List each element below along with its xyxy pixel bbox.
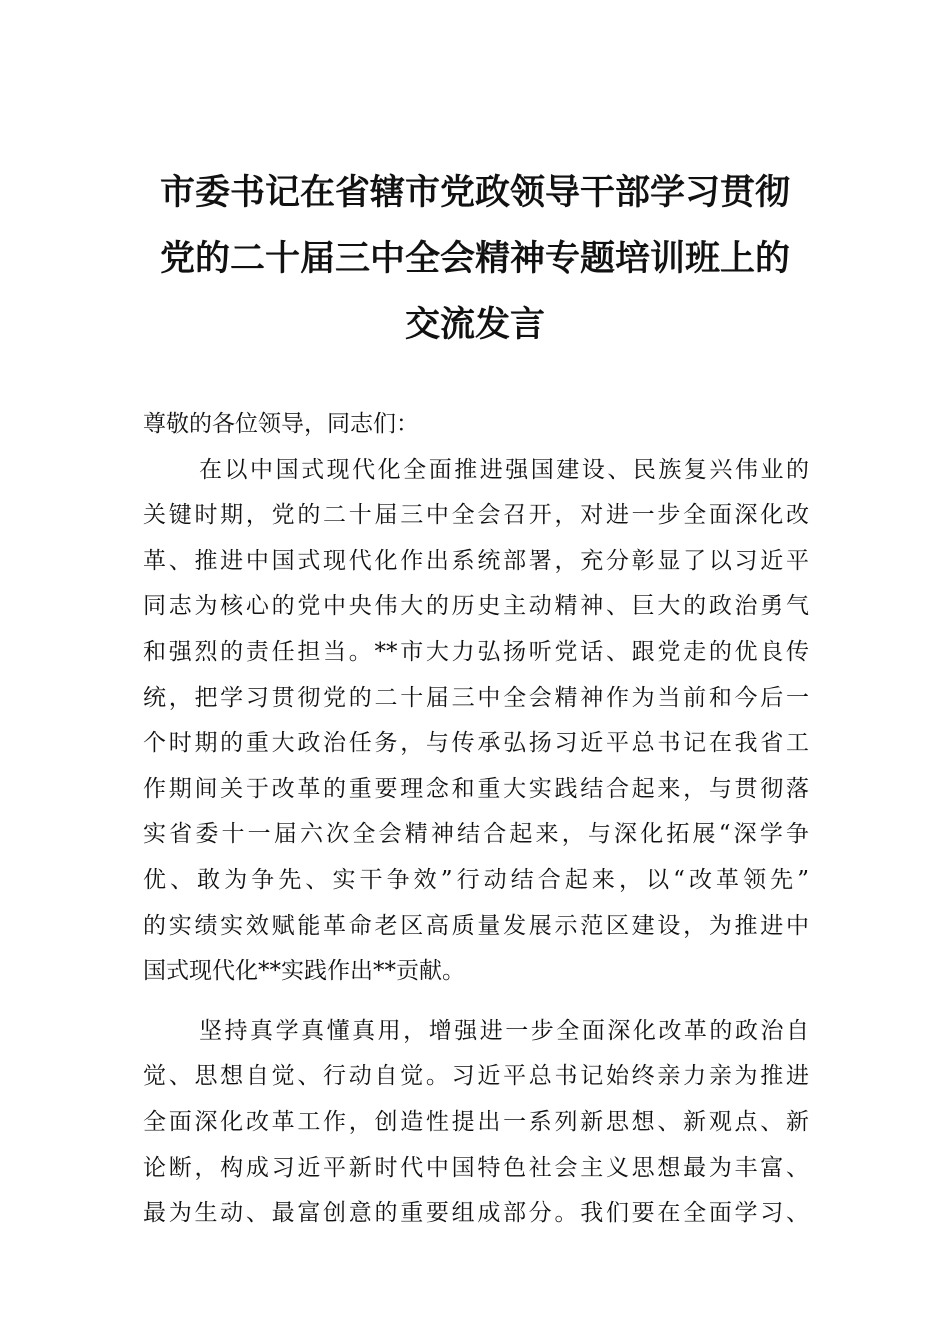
paragraph-line: 个时期的重大政治任务，与传承弘扬习近平总书记在我省工: [143, 730, 809, 757]
paragraph-line: 国式现代化**实践作出**贡献。: [143, 958, 465, 985]
paragraph-line: 优、敢为争先、实干争效”行动结合起来，以“改革领先”: [143, 866, 809, 893]
paragraph-line: 关键时期，党的二十届三中全会召开，对进一步全面深化改: [143, 502, 809, 529]
paragraph-line: 同志为核心的党中央伟大的历史主动精神、巨大的政治勇气: [143, 593, 809, 620]
title-line: 交流发言: [404, 304, 545, 345]
paragraph-line: 实省委十一届六次全会精神结合起来，与深化拓展“深学争: [143, 821, 809, 848]
paragraph: [143, 1009, 809, 1237]
paragraph-spacer: [143, 995, 809, 1009]
paragraph-line: 坚持真学真懂真用，增强进一步全面深化改革的政治自: [199, 1017, 809, 1044]
paragraph-line: 最为生动、最富创意的重要组成部分。我们要在全面学习、: [143, 1200, 809, 1227]
paragraph-line: 统，把学习贯彻党的二十届三中全会精神作为当前和今后一: [143, 684, 809, 711]
document-body: [143, 402, 809, 1237]
paragraph-line: 作期间关于改革的重要理念和重大实践结合起来，与贯彻落: [143, 775, 809, 802]
document-title: [130, 160, 820, 358]
paragraph-line: 的实绩实效赋能革命老区高质量发展示范区建设，为推进中: [143, 912, 809, 939]
paragraph-line: 论断，构成习近平新时代中国特色社会主义思想最为丰富、: [143, 1154, 809, 1181]
paragraph-line: 觉、思想自觉、行动自觉。习近平总书记始终亲力亲为推进: [143, 1063, 809, 1090]
paragraph-line: 和强烈的责任担当。**市大力弘扬听党话、跟党走的优良传: [143, 638, 809, 665]
paragraph-line: 革、推进中国式现代化作出系统部署，充分彰显了以习近平: [143, 547, 809, 574]
paragraph: [143, 448, 809, 995]
salutation: 尊敬的各位领导，同志们：: [143, 411, 419, 437]
title-line: 党的二十届三中全会精神专题培训班上的: [159, 238, 790, 279]
title-line: 市委书记在省辖市党政领导干部学习贯彻: [159, 172, 790, 213]
paragraph-line: 在以中国式现代化全面推进强国建设、民族复兴伟业的: [199, 456, 809, 483]
paragraph-line: 全面深化改革工作，创造性提出一系列新思想、新观点、新: [143, 1108, 809, 1135]
